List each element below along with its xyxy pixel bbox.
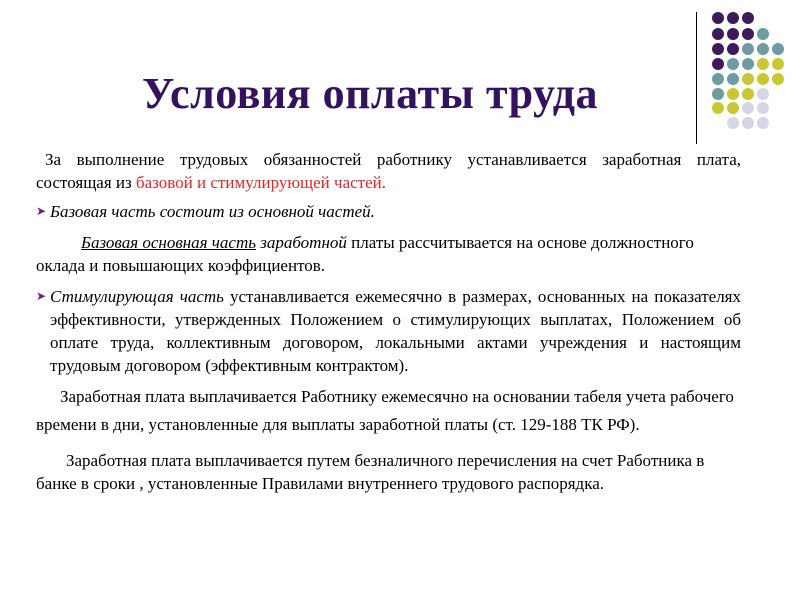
highlighted-text: базовой и стимулирующей частей. [135, 173, 386, 192]
decor-dot [742, 43, 754, 55]
decor-dot [757, 102, 769, 114]
italic-term: заработной [255, 233, 347, 252]
bullet-text: Базовая часть состоит из основной частей. [50, 202, 375, 221]
decor-dot [712, 12, 724, 24]
decor-dot [757, 43, 769, 55]
decor-dot [727, 28, 739, 40]
bullet-rest-text: устанавливается ежемесячно в размерах, основанных на показателях эффективности, утвержденных Положением о стимулирующих выплатах, Положением об оплате труда, коллективным договором, локальными актами учреждения и настоящим трудовым договором (эффективным контрактом). [50, 287, 741, 375]
slide-title: Условия оплаты труда [142, 69, 598, 118]
decor-dot [772, 73, 784, 85]
decor-dot [742, 28, 754, 40]
paragraph-base-main-part [36, 231, 741, 277]
slide-body [36, 148, 741, 495]
decor-dot [757, 73, 769, 85]
decor-dot [742, 88, 754, 100]
underlined-term: Базовая основная часть [81, 233, 256, 252]
decor-dot [757, 58, 769, 70]
decor-dot [712, 43, 724, 55]
decor-dot [727, 12, 739, 24]
paragraph-text: платы рассчитывается на основе должностного оклада и повышающих коэффициентов. [36, 233, 694, 275]
decor-dot [757, 88, 769, 100]
decor-dot [742, 102, 754, 114]
decor-dot [772, 58, 784, 70]
decor-dot [742, 117, 754, 129]
paragraph-payment-method: Заработная плата выплачивается путем безналичного перечисления на счет Работника в банке в сроки , установленные Правилами внутреннего трудового распорядка. [36, 451, 705, 493]
arrow-bullet-icon: ➤ [36, 204, 47, 218]
decor-dot [757, 117, 769, 129]
arrow-bullet-icon: ➤ [36, 289, 47, 303]
decor-dot [772, 43, 784, 55]
paragraph-monthly-payment: Заработная плата выплачивается Работнику ежемесячно на основании табеля учета рабочего времени в дни, установленные для выплаты заработной платы (ст. 129-188 ТК РФ). [36, 387, 734, 434]
paragraph-salary-structure [36, 148, 741, 194]
bullet-text [50, 285, 741, 377]
vertical-divider [696, 12, 697, 144]
italic-term: Стимулирующая часть [50, 287, 224, 306]
bullet-base-part [36, 200, 741, 223]
decor-dot [757, 28, 769, 40]
decor-dot [727, 43, 739, 55]
bullet-incentive-part [36, 285, 741, 377]
decor-dot [742, 58, 754, 70]
decor-dot [712, 28, 724, 40]
decor-dot [742, 12, 754, 24]
paragraph-text: За выполнение трудовых обязанностей работнику устанавливается заработная плата, состоящая из [36, 150, 741, 192]
decor-dot [742, 73, 754, 85]
